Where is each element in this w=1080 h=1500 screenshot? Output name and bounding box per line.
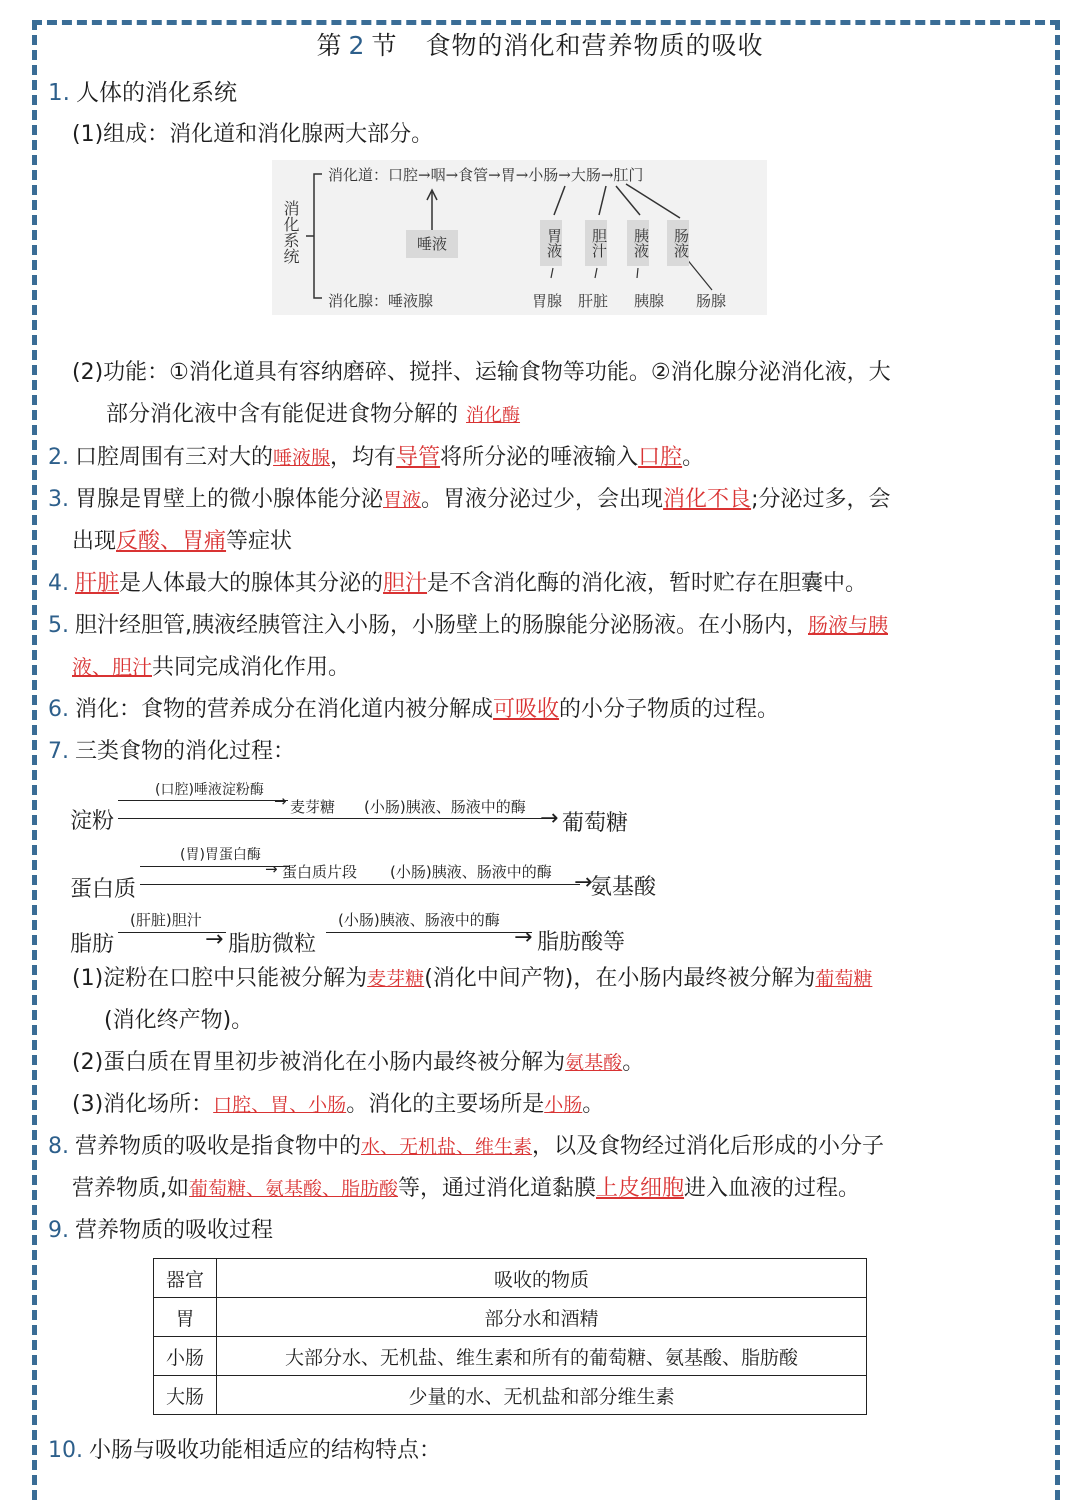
digestive-system-diagram	[272, 160, 767, 315]
starch-start: 淀粉	[70, 809, 115, 834]
fat-end: 脂肪酸等	[537, 930, 626, 955]
item-7: 7. 三类食物的消化过程：	[48, 739, 296, 764]
fat-step-1-condition: (肝脏)胆汁	[130, 911, 202, 929]
table-header-organ: 器官	[154, 1259, 217, 1298]
item-8-line-2: 营养物质,如葡萄糖、氨基酸、脂肪酸等，通过消化道黏膜上皮细胞进入血液的过程。	[72, 1176, 861, 1201]
saliva-box: 唾液	[406, 230, 458, 258]
glands-label: 消化腺：唾液腺	[328, 292, 434, 310]
starch-step-2-condition: (小肠)胰液、肠液中的酶	[364, 798, 526, 816]
system-label: 消化系统	[281, 200, 300, 264]
starch-arrow-2	[118, 818, 548, 819]
fat-arrow-2	[326, 932, 532, 933]
table-header-row	[154, 1259, 867, 1298]
pancreatic-juice-box: 胰液	[627, 220, 649, 266]
protein-start: 蛋白质	[70, 877, 137, 902]
table-header-substance: 吸收的物质	[217, 1259, 867, 1298]
gastric-juice-box: 胃液	[540, 220, 562, 266]
intestinal-juice-box: 肠液	[667, 220, 689, 266]
absorption-table	[153, 1258, 867, 1415]
item-4: 4. 肝脏是人体最大的腺体其分泌的胆汁是不含消化酶的消化液，暂时贮存在胆囊中。	[48, 571, 868, 596]
gland-pancreas: 胰腺	[634, 292, 665, 310]
starch-step-1-condition: (口腔)唾液淀粉酶	[155, 782, 264, 798]
function-line-2: 部分消化液中含有能促进食物分解的 消化酶	[106, 402, 521, 427]
item-5-line-1: 5. 胆汁经胆管,胰液经胰管注入小肠，小肠壁上的肠腺能分泌肠液。在小肠内，肠液与胰	[48, 613, 888, 638]
item-6: 6. 消化：食物的营养成分在消化道内被分解成可吸收的小分子物质的过程。	[48, 697, 780, 722]
item-7-1-line-2: (消化终产物)。	[104, 1008, 254, 1033]
item-2: 2. 口腔周围有三对大的唾液腺，均有导管将所分泌的唾液输入口腔。	[48, 445, 705, 470]
item-7-1-line-1: (1)淀粉在口腔中只能被分解为麦芽糖(消化中间产物)，在小肠内最终被分解为葡萄糖	[72, 966, 873, 991]
item-3-line-2: 出现反酸、胃痛等症状	[72, 529, 293, 554]
protein-mid: 蛋白质片段	[282, 863, 358, 881]
table-row: 胃 部分水和酒精	[154, 1298, 867, 1337]
item-3-line-1: 3. 胃腺是胃壁上的微小腺体能分泌胃液。胃液分泌过少，会出现消化不良;分泌过多，会	[48, 487, 891, 512]
protein-step-2-condition: (小肠)胰液、肠液中的酶	[390, 863, 552, 881]
item-9: 9. 营养物质的吸收过程	[48, 1218, 274, 1243]
item-8-line-1: 8. 营养物质的吸收是指食物中的水、无机盐、维生素，以及食物经过消化后形成的小分子	[48, 1134, 885, 1159]
protein-arrow-2	[140, 884, 580, 885]
bile-box: 胆汁	[585, 220, 607, 266]
item-10: 10. 小肠与吸收功能相适应的结构特点：	[48, 1438, 442, 1463]
gland-intestinal: 肠腺	[696, 292, 727, 310]
composition-line: (1)组成：消化道和消化腺两大部分。	[72, 122, 434, 147]
item-7-3: (3)消化场所：口腔、胃、小肠。消化的主要场所是小肠。	[72, 1092, 605, 1117]
item-5-line-2: 液、胆汁共同完成消化作用。	[72, 655, 351, 680]
fat-step-2-condition: (小肠)胰液、肠液中的酶	[338, 911, 500, 929]
section-title: 第 2 节 食物的消化和营养物质的吸收	[316, 31, 764, 60]
protein-end: 氨基酸	[590, 875, 657, 900]
item-7-2: (2)蛋白质在胃里初步被消化在小肠内最终被分解为氨基酸。	[72, 1050, 645, 1075]
gland-liver: 肝脏	[578, 292, 609, 310]
protein-step-1-condition: (胃)胃蛋白酶	[180, 847, 261, 863]
gland-stomach: 胃腺	[532, 292, 563, 310]
fat-start: 脂肪	[70, 932, 115, 957]
starch-end: 葡萄糖	[562, 811, 629, 836]
starch-mid: 麦芽糖	[290, 798, 336, 816]
fat-mid: 脂肪微粒	[228, 932, 317, 957]
starch-arrow-1	[118, 800, 288, 801]
heading-digestive-system: 1. 人体的消化系统	[48, 80, 237, 106]
function-line-1: (2)功能：①消化道具有容纳磨碎、搅拌、运输食物等功能。②消化腺分泌消化液，大	[72, 360, 891, 385]
table-row: 大肠 少量的水、无机盐和部分维生素	[154, 1376, 867, 1415]
table-row: 小肠 大部分水、无机盐、维生素和所有的葡萄糖、氨基酸、脂肪酸	[154, 1337, 867, 1376]
digestive-tract-row: 消化道：口腔→咽→食管→胃→小肠→大肠→肛门	[328, 166, 644, 184]
